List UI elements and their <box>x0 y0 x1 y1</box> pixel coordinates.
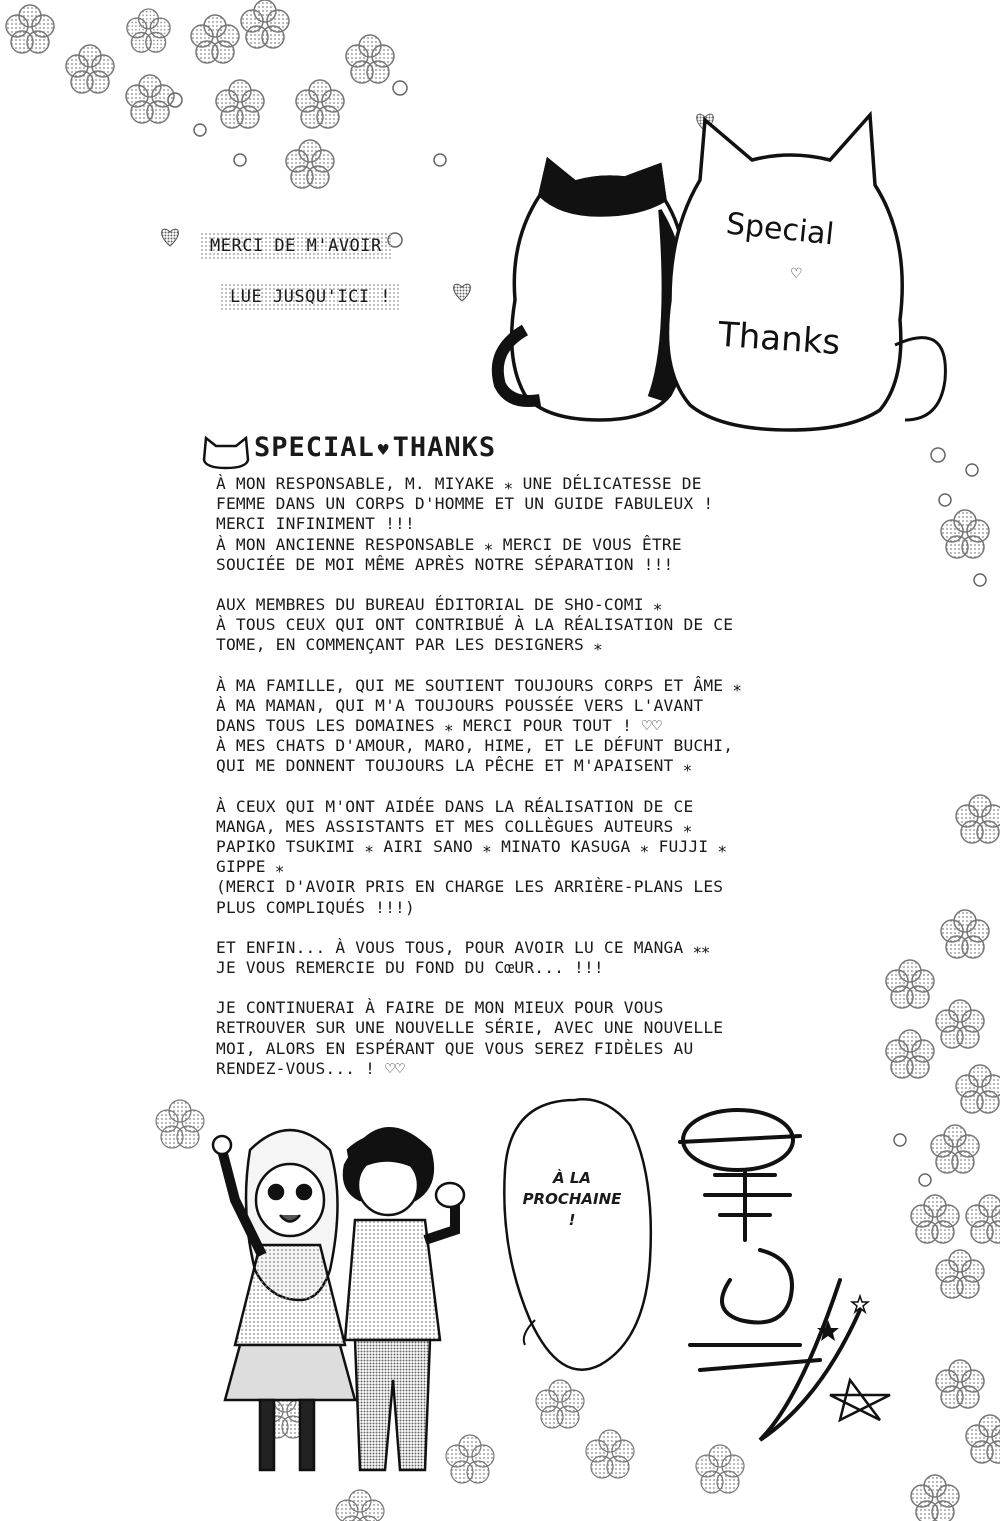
text-line: À CEUX QUI M'ONT AIDÉE DANS LA RÉALISATION DE CE <box>216 796 694 816</box>
text-line: AUX MEMBRES DU BUREAU ÉDITORIAL DE SHO-COMI ⁎ <box>216 595 662 615</box>
text-line: DANS TOUS LES DOMAINES ⁎ MERCI POUR TOUT ! ♡♡ <box>216 716 662 736</box>
flower-cluster-top-left <box>6 0 394 188</box>
text-line: MOI, ALORS EN ESPÉRANT QUE VOUS SEREZ FIDÈLES AU <box>216 1038 694 1058</box>
speech-line-3: ! <box>568 1211 576 1229</box>
text-line: À MON RESPONSABLE, M. MIYAKE ⁎ UNE DÉLICATESSE DE <box>216 474 702 493</box>
speech-line-1: À LA <box>553 1169 591 1187</box>
intro-thanks-line-1: MERCI DE M'AVOIR <box>200 232 392 260</box>
boy-character <box>344 1128 464 1470</box>
flower-cluster-right <box>886 510 1000 1521</box>
text-line: RENDEZ-VOUS... ! ♡♡ <box>216 1058 405 1078</box>
intro-thanks-line-2: LUE JUSQU'ICI ! <box>220 283 401 311</box>
text-line: ET ENFIN... À VOUS TOUS, POUR AVOIR LU CE MANGA ⁎⁎ <box>216 937 710 957</box>
heart-icon: ♥ <box>377 440 390 461</box>
text-line: RETROUVER SUR UNE NOUVELLE SÉRIE, AVEC UNE NOUVELLE <box>216 1018 724 1038</box>
text-line: MANGA, MES ASSISTANTS ET MES COLLÈGUES AUTEURS ⁎ <box>216 816 692 836</box>
speech-line-2: PROCHAINE <box>522 1190 622 1208</box>
thanks-message <box>216 474 856 1099</box>
text-line: QUI ME DONNENT TOUJOURS LA PÊCHE ET M'APAISENT ⁎ <box>216 756 692 776</box>
text-line: À MON ANCIENNE RESPONSABLE ⁎ MERCI DE VOUS ÊTRE <box>216 534 682 554</box>
text-line: À TOUS CEUX QUI ONT CONTRIBUÉ À LA RÉALISATION DE CE <box>216 615 734 635</box>
text-line: PLUS COMPLIQUÉS !!!) <box>216 897 415 917</box>
cat-heart-icon: ♡ <box>790 266 803 282</box>
text-line: À MA FAMILLE, QUI ME SOUTIENT TOUJOURS CORPS ET ÂME ⁎ <box>216 675 742 695</box>
text-line: À MES CHATS D'AMOUR, MARO, HIME, ET LE DÉFUNT BUCHI, <box>216 736 734 756</box>
text-line: TOME, EN COMMENÇANT PAR LES DESIGNERS ⁎ <box>216 635 603 655</box>
author-signature <box>680 1110 890 1440</box>
paragraph-editorial-office <box>216 595 856 656</box>
text-line: FEMME DANS UN CORPS D'HOMME ET UN GUIDE FABULEUX ! <box>216 494 714 514</box>
title-right: THANKS <box>392 432 497 463</box>
text-line: JE CONTINUERAI À FAIRE DE MON MIEUX POUR VOUS <box>216 998 664 1018</box>
cat-sign-special: Special <box>724 206 836 253</box>
paragraph-editors <box>216 474 856 575</box>
text-line: JE VOUS REMERCIE DU FOND DU CœUR... !!! <box>216 958 604 978</box>
text-line: PAPIKO TSUKIMI ⁎ AIRI SANO ⁎ MINATO KASUGA ⁎ FUJJI ⁎ <box>216 837 727 857</box>
text-line: (MERCI D'AVOIR PRIS EN CHARGE LES ARRIÈRE-PLANS LES <box>216 877 724 897</box>
speech-bubble-text <box>522 1168 622 1231</box>
title-left: SPECIAL <box>254 432 375 463</box>
special-thanks-title <box>200 432 496 463</box>
text-line: MERCI INFINIMENT !!! <box>216 514 415 534</box>
cats-illustration <box>498 115 946 430</box>
text-line: À MA MAMAN, QUI M'A TOUJOURS POUSSÉE VERS L'AVANT <box>216 695 704 715</box>
paragraph-readers <box>216 938 856 978</box>
paragraph-closing <box>216 998 856 1079</box>
text-line: GIPPE ⁎ <box>216 857 284 877</box>
paragraph-assistants <box>216 797 856 918</box>
paragraph-family <box>216 676 856 777</box>
cat-sign-thanks: Thanks <box>716 314 842 364</box>
text-line: SOUCIÉE DE MOI MÊME APRÈS NOTRE SÉPARATION !!! <box>216 554 674 574</box>
